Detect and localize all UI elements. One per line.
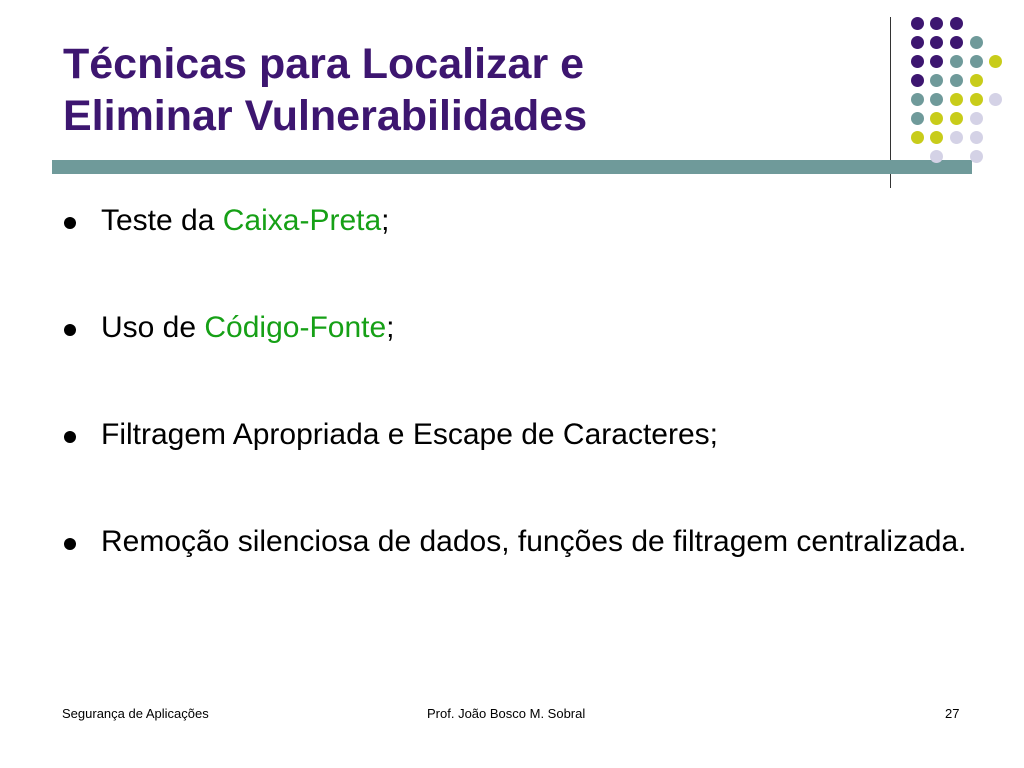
dot xyxy=(950,131,963,144)
dot xyxy=(930,131,943,144)
dot xyxy=(911,17,924,30)
dot xyxy=(911,74,924,87)
highlight-term: Código-Fonte xyxy=(204,311,387,344)
dot xyxy=(930,112,943,125)
footer-page-number: 27 xyxy=(945,706,960,721)
bullet-item xyxy=(64,414,718,455)
bullet-text: Filtragem Apropriada e Escape de Caracteres; xyxy=(101,418,718,451)
dot xyxy=(930,17,943,30)
dot xyxy=(970,93,983,106)
dot xyxy=(950,93,963,106)
dot xyxy=(970,36,983,49)
dot xyxy=(911,93,924,106)
dot xyxy=(989,55,1002,68)
bullet-punctuation: ; xyxy=(386,311,395,344)
dot xyxy=(970,112,983,125)
title-line-2: Eliminar Vulnerabilidades xyxy=(63,92,588,140)
dot xyxy=(930,55,943,68)
dot xyxy=(911,36,924,49)
dot xyxy=(970,55,983,68)
title-line-1: Técnicas para Localizar e xyxy=(63,40,585,88)
bullet-item xyxy=(64,307,395,348)
footer-author: Prof. João Bosco M. Sobral xyxy=(427,706,586,721)
dot xyxy=(911,131,924,144)
dot xyxy=(989,93,1002,106)
dot xyxy=(930,74,943,87)
slide-title xyxy=(63,38,863,142)
bullet-dot-icon xyxy=(64,217,76,229)
bullet-text: Remoção silenciosa de dados, funções de filtragem centralizada. xyxy=(101,525,967,558)
dot xyxy=(950,55,963,68)
bullet-text: Teste da xyxy=(101,204,223,237)
dot xyxy=(970,74,983,87)
dot xyxy=(950,112,963,125)
bullet-dot-icon xyxy=(64,324,76,336)
bullet-text: Uso de xyxy=(101,311,205,344)
dot xyxy=(911,55,924,68)
dot xyxy=(950,36,963,49)
footer-course-name: Segurança de Aplicações xyxy=(62,706,209,721)
dot xyxy=(930,93,943,106)
bullet-dot-icon xyxy=(64,538,76,550)
highlight-term: Caixa-Preta xyxy=(222,204,382,237)
bullet-punctuation: ; xyxy=(381,204,390,237)
decorative-dot-grid xyxy=(905,14,1015,164)
title-underline-bar xyxy=(52,160,972,174)
dot xyxy=(930,150,943,163)
dot xyxy=(911,112,924,125)
dot xyxy=(970,131,983,144)
bullet-item xyxy=(64,521,971,562)
dot xyxy=(930,36,943,49)
dot xyxy=(950,74,963,87)
dot xyxy=(970,150,983,163)
bullet-dot-icon xyxy=(64,431,76,443)
bullet-item xyxy=(64,200,390,241)
dot xyxy=(950,17,963,30)
